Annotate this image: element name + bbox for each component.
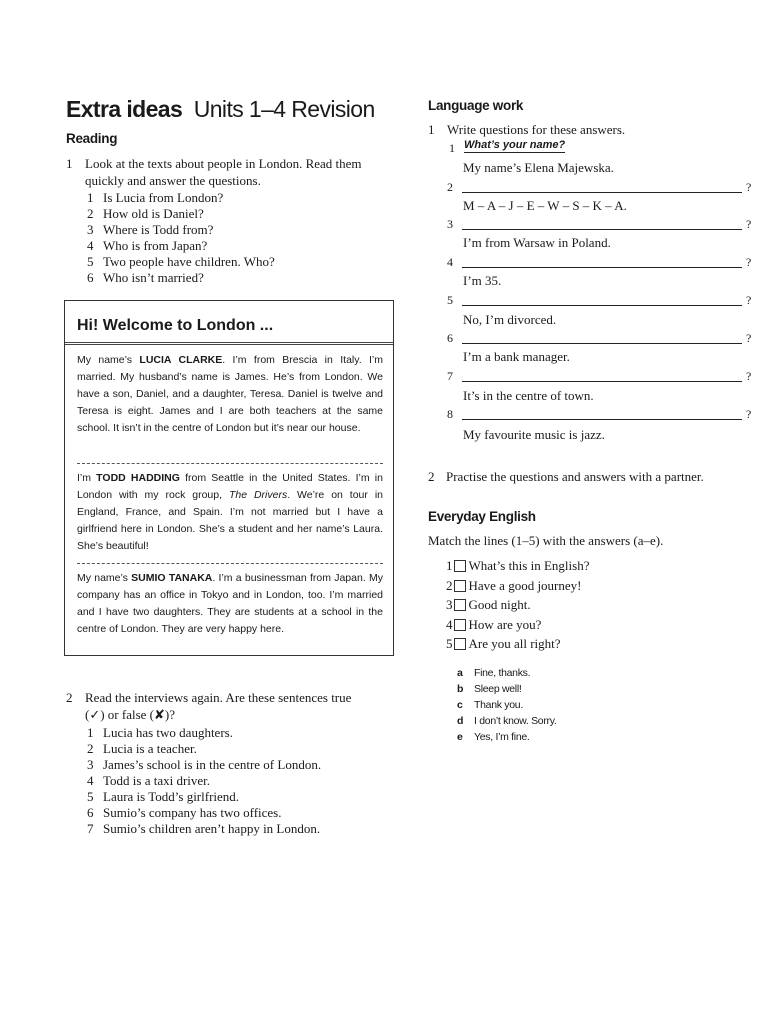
language-ex1-number: 1 [428, 122, 435, 137]
answer-3: I’m from Warsaw in Poland. [463, 235, 611, 250]
checkbox[interactable] [454, 599, 466, 611]
list-item: 1 What’s this in English? [446, 558, 590, 573]
language-work-heading: Language work [428, 98, 524, 113]
box-title: Hi! Welcome to London ... [77, 317, 274, 334]
reading-ex1-number: 1 [66, 156, 73, 171]
todd-paragraph: I’m TODD HADDING from Seattle in the United States. I’m in London with my rock group, The Drivers. We’re on tour in England, France, and Spain. I’m not married but I have a girlfriend here in London. She’s a student and her name’s Laura. She’s beautiful! [77, 472, 383, 552]
example-question: What’s your name? [464, 139, 566, 151]
reading-ex2-number: 2 [66, 690, 73, 705]
answer-6: I’m a bank manager. [463, 349, 570, 364]
title-bold: Extra ideas [66, 96, 183, 122]
answer-8: My favourite music is jazz. [463, 427, 605, 442]
list-item: 4 Who is from Japan? [87, 238, 208, 253]
item-number: 7 [447, 369, 453, 383]
item-number: 5 [447, 293, 453, 307]
list-item: 5 Are you all right? [446, 636, 561, 651]
answer-line[interactable] [462, 343, 742, 344]
item-number: 8 [447, 407, 453, 421]
checkbox[interactable] [454, 619, 466, 631]
dashed-divider [77, 563, 383, 564]
question-mark: ? [746, 331, 752, 345]
answer-7: It’s in the centre of town. [463, 388, 594, 403]
reading-ex2-instruction-2: (✓) or false (✘)? [85, 707, 175, 722]
list-item: 5 Two people have children. Who? [87, 254, 275, 269]
sumio-paragraph: My name’s SUMIO TANAKA. I’m a businessman from Japan. My company has an office in Tokyo and in London, too. I’m married and I have two daughters. They are students at a school in the centre of London. They are very happy here. [77, 572, 383, 635]
answer-line[interactable] [462, 305, 742, 306]
checkbox[interactable] [454, 638, 466, 650]
list-item: 3 James’s school is in the centre of London. [87, 757, 322, 772]
language-ex1-instruction: Write questions for these answers. [447, 122, 626, 137]
list-item: 6 Who isn’t married? [87, 270, 204, 285]
question-mark: ? [746, 407, 752, 421]
box-divider [65, 342, 393, 345]
answer-line[interactable] [462, 192, 742, 193]
reading-ex1-instruction: Look at the texts about people in London. Read them quickly and answer the questions. [85, 156, 362, 188]
list-item: 3 Good night. [446, 597, 531, 612]
answer-line[interactable] [462, 229, 742, 230]
title-rest: Units 1–4 Revision [193, 96, 375, 122]
list-item: 3 Where is Todd from? [87, 222, 214, 237]
list-item: 2 Lucia is a teacher. [87, 741, 197, 756]
list-item: a Fine, thanks. [457, 667, 531, 679]
language-ex2-instruction: Practise the questions and answers with a partner. [446, 469, 704, 484]
list-item: b Sleep well! [457, 683, 522, 695]
list-item: 2 How old is Daniel? [87, 206, 204, 221]
everyday-english-instruction: Match the lines (1–5) with the answers (a–e). [428, 533, 664, 548]
reading-heading: Reading [66, 131, 118, 146]
question-mark: ? [746, 369, 752, 383]
language-ex2-number: 2 [428, 469, 435, 484]
answer-5: No, I’m divorced. [463, 312, 557, 327]
answer-2: M – A – J – E – W – S – K – A. [463, 198, 627, 213]
list-item: c Thank you. [457, 699, 523, 711]
item-number: 3 [447, 217, 453, 231]
item-number: 4 [447, 255, 453, 269]
item-number: 2 [447, 180, 453, 194]
question-mark: ? [746, 255, 752, 269]
dashed-divider [77, 463, 383, 464]
welcome-text-box [64, 300, 394, 656]
question-mark: ? [746, 180, 752, 194]
everyday-english-lines [446, 558, 589, 656]
checkbox[interactable] [454, 580, 466, 592]
reading-ex2-sentences [87, 725, 321, 837]
answer-line[interactable] [462, 267, 742, 268]
list-item: e Yes, I’m fine. [457, 731, 530, 743]
question-mark: ? [746, 293, 752, 307]
list-item: 6 Sumio’s company has two offices. [87, 805, 282, 820]
list-item: d I don’t know. Sorry. [457, 715, 557, 727]
list-item: 7 Sumio’s children aren’t happy in London. [87, 821, 321, 836]
list-item: 2 Have a good journey! [446, 577, 582, 593]
list-item: 1 Is Lucia from London? [87, 190, 224, 205]
checkbox[interactable] [454, 560, 466, 572]
answer-4: I’m 35. [463, 273, 502, 288]
example-number: 1 [449, 141, 455, 155]
item-number: 6 [447, 331, 453, 345]
list-item: 4 Todd is a taxi driver. [87, 773, 211, 788]
page-title [66, 96, 375, 123]
question-mark: ? [746, 217, 752, 231]
everyday-english-heading: Everyday English [428, 509, 536, 524]
answer-1: My name’s Elena Majewska. [463, 160, 614, 175]
reading-ex2-instruction-1: Read the interviews again. Are these sentences true [85, 690, 352, 705]
answer-line[interactable] [462, 381, 742, 382]
answer-line[interactable] [462, 419, 742, 420]
everyday-english-answers [457, 665, 557, 745]
list-item: 4 How are you? [446, 616, 542, 632]
lucia-paragraph: My name’s LUCIA CLARKE. I’m from Brescia in Italy. I’m married. My husband’s name is James. He’s from London. We have a son, Daniel, and a daughter, Teresa. Daniel is twelve and Teresa is eight. James and I are both teachers at the same school. It isn’t in the centre of London but it’s near our house. [77, 354, 384, 434]
reading-ex1-questions [87, 190, 275, 286]
list-item: 1 Lucia has two daughters. [87, 725, 233, 740]
list-item: 5 Laura is Todd’s girlfriend. [87, 789, 240, 804]
